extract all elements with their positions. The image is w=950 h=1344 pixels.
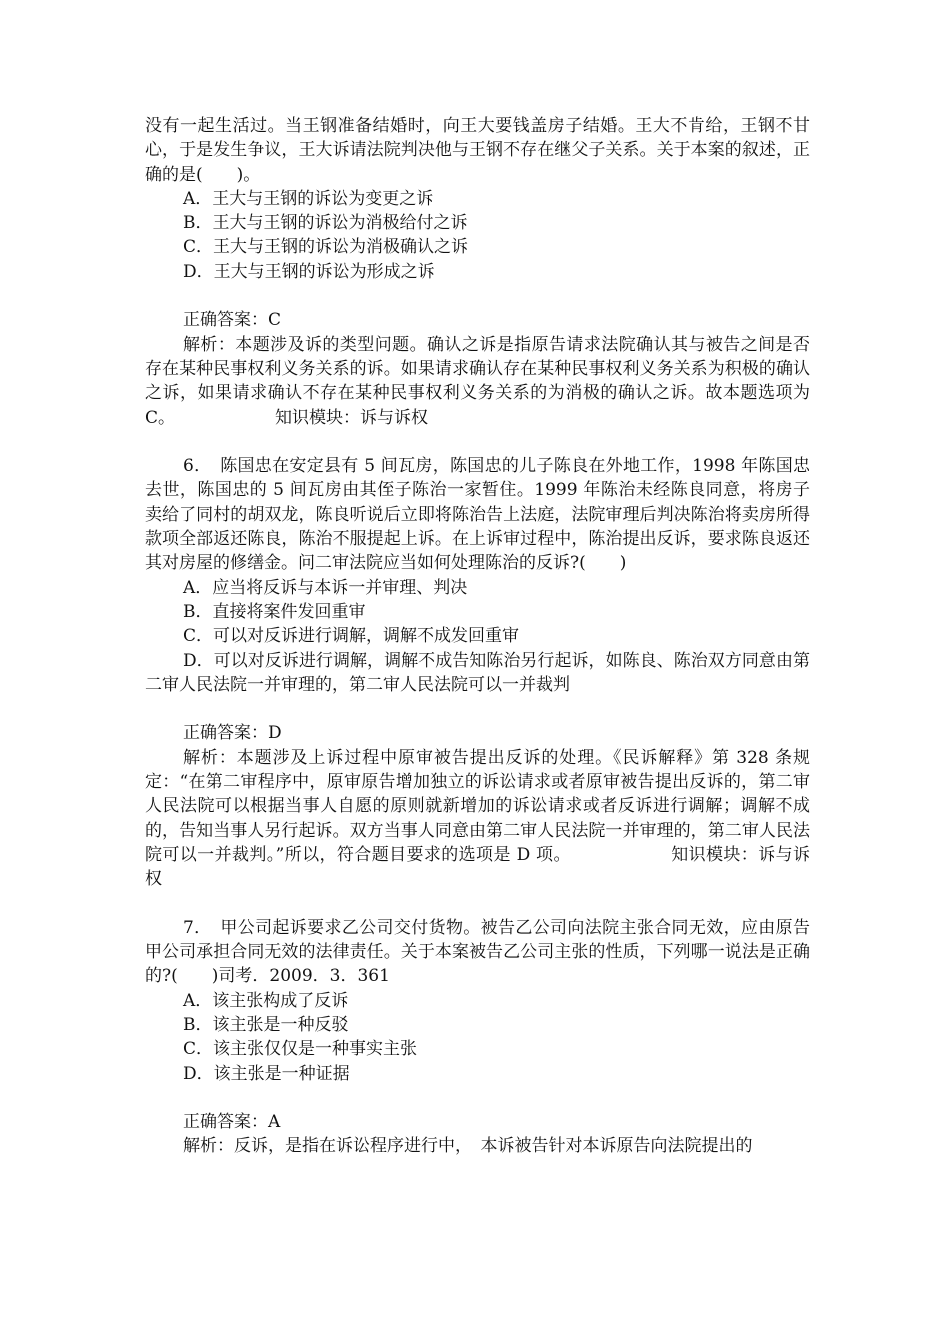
question-6-option-b: B．直接将案件发回重审 [183, 601, 366, 622]
question-5-option-c: C．王大与王钢的诉讼为消极确认之诉 [183, 237, 469, 258]
question-7-analysis: 解析：反诉，是指在诉讼程序进行中， 本诉被告针对本诉原告向法院提出的 [183, 1136, 753, 1157]
question-7-answer: 正确答案：A [183, 1112, 281, 1133]
spacer [145, 892, 810, 916]
document-body [145, 114, 810, 1159]
question-7-stem: 7． 甲公司起诉要求乙公司交付货物。被告乙公司向法院主张合同无效，应由原告甲公司承担合同无效的法律责任。关于本案被告乙公司主张的性质，下列哪一说法是正确的?( )司考．2009．3．361 [145, 917, 810, 987]
question-6-option-d: D．可以对反诉进行调解，调解不成告知陈治另行起诉，如陈良、陈治双方同意由第二审人民法院一并审理的，第二审人民法院可以一并裁判 [145, 650, 810, 695]
question-5-option-b: B．王大与王钢的诉讼为消极给付之诉 [183, 213, 468, 234]
spacer [145, 697, 810, 721]
spacer [145, 430, 810, 454]
question-7-option-c: C．该主张仅仅是一种事实主张 [183, 1039, 418, 1060]
question-5-module: 知识模块：诉与诉权 [275, 407, 429, 428]
question-7-option-d: D．该主张是一种证据 [183, 1063, 350, 1084]
question-6-module: 知识模块：诉与诉权 [145, 844, 810, 890]
question-6-analysis-text: 解析：本题涉及上诉过程中原审被告提出反诉的处理。《民诉解释》第 328 条规定：“在第二审程序中，原审原告增加独立的诉讼请求或者原审被告提出反诉的，第二审人民法院可以根据当事人自愿的原则就新增加的诉讼请求或者反诉进行调解；调解不成的，告知当事人另行起诉。双方当事人同意由第二审人民法院一并审理的，第二审人民法院可以一并裁判。”所以，符合题目要求的选项是 D 项。 [145, 747, 810, 865]
question-5-stem: 没有一起生活过。当王钢准备结婚时，向王大要钱盖房子结婚。王大不肯给，王钢不甘心，于是发生争议，王大诉请法院判决他与王钢不存在继父子关系。关于本案的叙述，正确的是( )。 [145, 116, 810, 185]
spacer [145, 1086, 810, 1110]
question-5-option-a: A．王大与王钢的诉讼为变更之诉 [183, 188, 434, 209]
question-7-option-b: B．该主张是一种反驳 [183, 1014, 349, 1035]
question-6-option-a: A．应当将反诉与本诉一并审理、判决 [183, 577, 468, 598]
question-5-answer: 正确答案：C [183, 310, 282, 331]
spacer [145, 284, 810, 308]
question-5-analysis-text: 解析：本题涉及诉的类型问题。确认之诉是指原告请求法院确认其与被告之间是否存在某种民事权利义务关系的诉。如果请求确认存在某种民事权利义务关系为积极的确认之诉，如果请求确认不存在某种民事权利义务关系的为消极的确认之诉。故本题选项为C。 [145, 334, 810, 428]
question-5-option-d: D．王大与王钢的诉讼为形成之诉 [183, 261, 435, 282]
question-6-option-c: C．可以对反诉进行调解，调解不成发回重审 [183, 626, 520, 647]
question-6-answer: 正确答案：D [183, 723, 282, 744]
question-5-analysis [145, 333, 810, 430]
question-6-analysis [145, 746, 810, 892]
question-7-option-a: A．该主张构成了反诉 [183, 990, 349, 1011]
question-6-stem: 6． 陈国忠在安定县有 5 间瓦房，陈国忠的儿子陈良在外地工作，1998 年陈国忠去世，陈国忠的 5 间瓦房由其侄子陈治一家暂住。1999 年陈治未经陈良同意，将房子卖给了同村的胡双龙，陈良听说后立即将陈治告上法庭，法院审理后判决陈治将卖房所得款项全部返还陈良，陈治不服提起上诉。在上诉审过程中，陈治提出反诉，要求陈良返还其对房屋的修缮金。问二审法院应当如何处理陈治的反诉?( ) [145, 456, 810, 574]
